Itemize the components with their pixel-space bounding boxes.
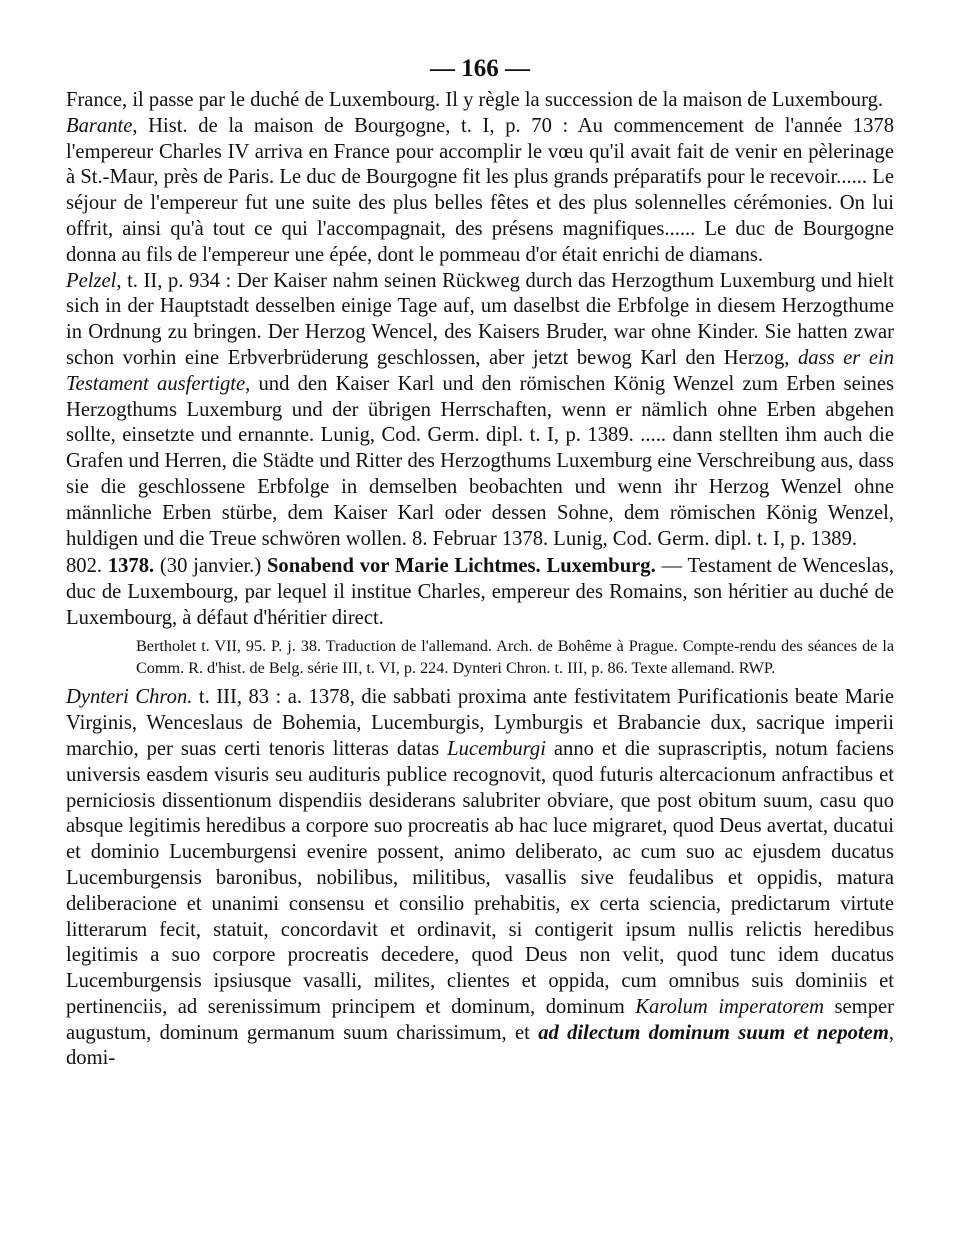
paragraph-pelzel (66, 269, 894, 553)
entry-date: (30 janvier.) (159, 555, 262, 578)
paragraph-pelzel-text-b: , und den Kaiser Karl und den römischen König Wenzel zum Erben seines Herzogthums Luxemburg und der übrigen Herrschaften, wenn er nämlich ohne Erben abgehen sollte, einsetzte und ernannte. Lunig, Cod. Germ. dipl. t. I, p. 1389. ..... dann stellten ihm auch die Grafen und Herren, die Städte und Ritter des Herzogthums Luxemburg eine Verschreibung aus, dass sie die geschlossene Erbfolge in demselben beobachten und wenn ihr Herzog Wenzel ohne männliche Erben stürbe, dem Kaiser Karl oder dessen Sohne, dem römischen König Wenzel, huldigen und die Treue schwören wollen. 8. Februar 1378. Lunig, Cod. Germ. dipl. t. I, p. 1389. (66, 372, 894, 550)
entry-802 (66, 554, 894, 631)
source-dynteri: Dynteri Chron. (66, 686, 193, 709)
entry-note: Bertholet t. VII, 95. P. j. 38. Traduction de l'allemand. Arch. de Bohême à Prague. Compte-rendu des séances de la Comm. R. d'hist. de Belg. série III, t. VI, p. 224. Dynteri Chron. t. III, p. 86. Texte allemand. RWP. (136, 636, 894, 677)
entry-text: — Testament de Wenceslas, duc de Luxembourg, par lequel il institue Charles, empereur des Romains, son héritier au duché de Luxembourg, à défaut d'héritier direct. (66, 555, 894, 629)
paragraph-barante (66, 114, 894, 269)
source-pelzel: Pelzel (66, 269, 117, 292)
document-page (66, 52, 894, 1072)
paragraph-dynteri-text-b: anno et die suprascriptis, notum faciens universis easdem visuris seu audituris publice recognovit, quod futuris altercacionum anfractibus et perniciosis dissentionum dispendiis desiderans salubriter obviare, que post obitum suum, casu quo absque legitimis heredibus a corpore suo procreatis ab hac luce migraret, quod Deus avertat, ducatui et dominio Lucemburgensi evenire possent, animo deliberato, ac cum suo ac ejusdem ducatus Lucemburgensis baronibus, nobilibus, militibus, vasallis sive feudalibus et oppidis, matura deliberacione et unanimi consensu et consilio prehabitis, ex certa sciencia, predictarum virtute litterarum fecit, statuit, concordavit et ordinavit, si contigerit ipsum nullis relictis heredibus legitimis a suo corpore procreatis decedere, quod Deus non velit, quod tunc idem ducatus Lucemburgensis ipsiusque vasalli, milites, clientes et oppida, cum omnibus suis dominiis et pertinenciis, ad serenissimum principem et dominum, dominum (66, 737, 894, 1018)
entry-heading: Sonabend vor Marie Lichtmes. Luxemburg. (266, 555, 656, 578)
paragraph-dynteri-text-d: , domi- (66, 1021, 894, 1070)
entry-year: 1378. (107, 555, 155, 578)
entry-number: 802. (66, 555, 103, 578)
source-barante: Barante (66, 114, 133, 137)
paragraph-dynteri-italic-a: Lucemburgi (447, 737, 546, 760)
paragraph-dynteri-text-a: t. III, 83 : a. 1378, die sabbati proxima ante festivitatem Purificationis beate Marie Virginis, Wenceslaus de Bohemia, Lucemburgis, Lymburgis et Brabancie dux, sacrique imperii marchio, per suas certi tenoris litteras datas (66, 686, 894, 760)
paragraph-dynteri-italic-c: ad dilectum dominum suum et nepotem (538, 1021, 889, 1044)
page-number: — 166 — (430, 55, 530, 82)
paragraph-dynteri (66, 685, 894, 1072)
paragraph-dynteri-italic-b: Karolum imperatorem (635, 995, 824, 1018)
paragraph-1: France, il passe par le duché de Luxembourg. Il y règle la succession de la maison de Luxembourg. (66, 89, 884, 111)
paragraph-pelzel-italic: dass er ein Testament ausfertigte (66, 346, 894, 395)
paragraph-dynteri-text-c: semper augustum, dominum germanum suum charissimum, et (66, 995, 894, 1044)
paragraph-barante-text: , Hist. de la maison de Bourgogne, t. I, p. 70 : Au commencement de l'année 1378 l'empereur Charles IV arriva en France pour accomplir le vœu qu'il avait fait de venir en pèlerinage à St.-Maur, près de Paris. Le duc de Bourgogne fit les plus grands préparatifs pour le recevoir...... Le séjour de l'empereur fut une suite des plus belles fêtes et des plus solennelles cérémonies. On lui offrit, ainsi qu'à tout ce qui l'accompagnait, des présens magnifiques...... Le duc de Bourgogne donna au fils de l'empereur une épée, dont le pommeau d'or était enrichi de diamans. (66, 114, 894, 266)
paragraph-pelzel-text-a: , t. II, p. 934 : Der Kaiser nahm seinen Rückweg durch das Herzogthum Luxemburg und hielt sich in der Hauptstadt desselben einige Tage auf, um daselbst die Erbfolge in diesem Herzogthume in Ordnung zu bringen. Der Herzog Wencel, des Kaisers Bruder, war ohne Kinder. Sie hatten zwar schon vorhin eine Erbverbrüderung geschlossen, aber jetzt bewog Karl den Herzog, (66, 269, 894, 369)
